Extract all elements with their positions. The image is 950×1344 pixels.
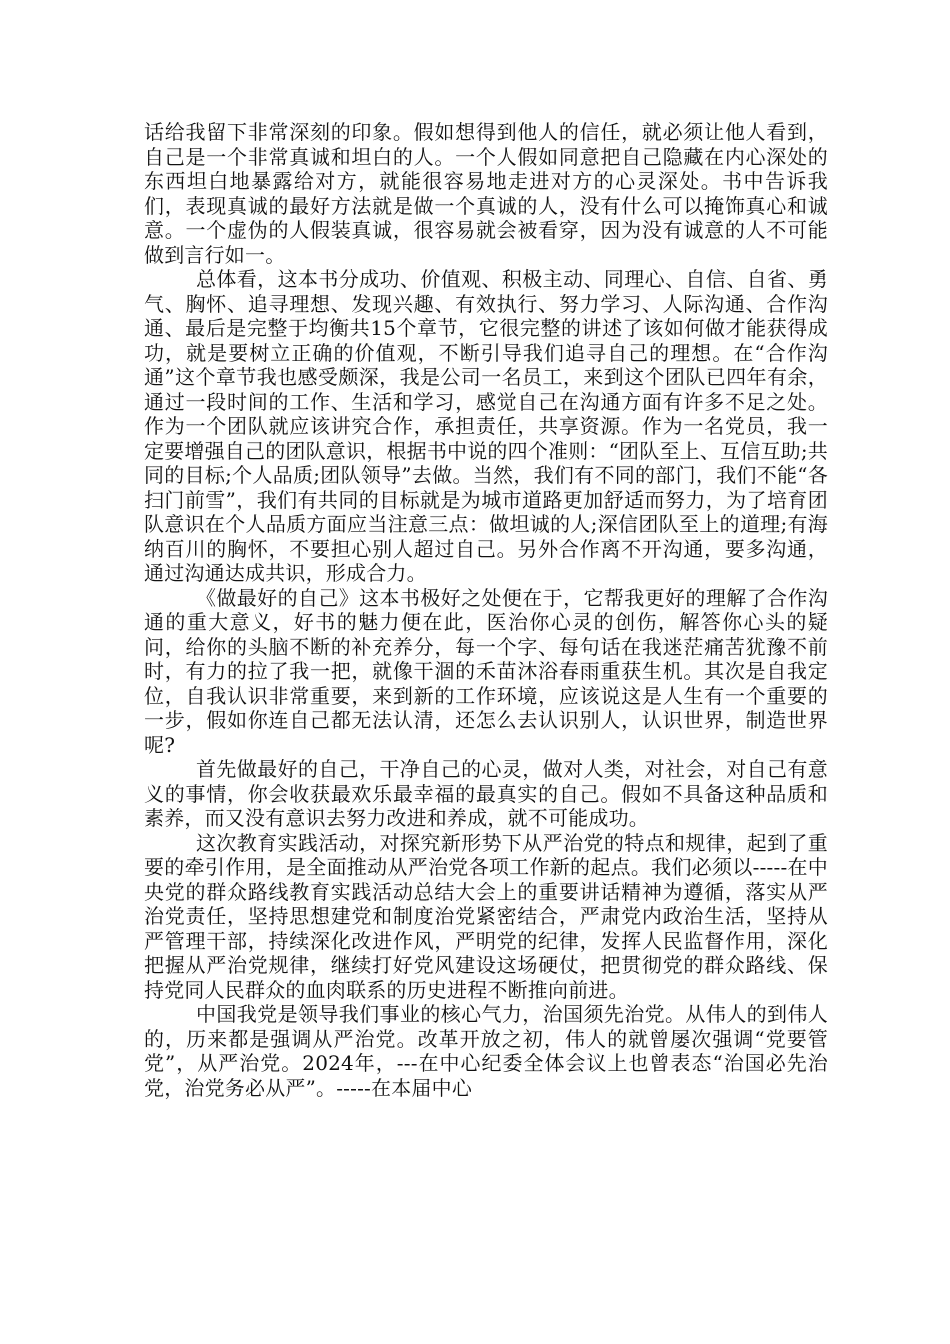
paragraph-5: 这次教育实践活动，对探究新形势下从严治党的特点和规律，起到了重要的牵引作用，是全面推动从严治党各项工作新的起点。我们必须以-----在中央党的群众路线教育实践活动总结大会上的重要讲话精神为遵循，落实从严治党责任，坚持思想建党和制度治党紧密结合，严肃党内政治生活，坚持从严管理干部，持续深化改进作风，严明党的纪律，发挥人民监督作用，深化把握从严治党规律，继续打好党风建设这场硬仗，把贯彻党的群众路线、保持党同人民群众的血肉联系的历史进程不断推向前进。 <box>144 830 828 1002</box>
paragraph-4: 首先做最好的自己，干净自己的心灵，做对人类，对社会，对自己有意义的事情，你会收获最欢乐最幸福的最真实的自己。假如不具备这种品质和素养，而又没有意识去努力改进和养成，就不可能成功。 <box>144 757 828 830</box>
paragraph-2: 总体看，这本书分成功、价值观、积极主动、同理心、自信、自省、勇气、胸怀、追寻理想、发现兴趣、有效执行、努力学习、人际沟通、合作沟通、最后是完整于均衡共15个章节，它很完整的讲述了该如何做才能获得成功，就是要树立正确的价值观，不断引导我们追寻自己的理想。在“合作沟通”这个章节我也感受颇深，我是公司一名员工，来到这个团队已四年有余，通过一段时间的工作、生活和学习，感觉自己在沟通方面有许多不足之处。作为一个团队就应该讲究合作，承担责任，共享资源。作为一名党员，我一定要增强自己的团队意识，根据书中说的四个准则：“团队至上、互信互助;共同的目标;个人品质;团队领导”去做。当然，我们有不同的部门，我们不能“各扫门前雪”，我们有共同的目标就是为城市道路更加舒适而努力，为了培育团队意识在个人品质方面应当注意三点：做坦诚的人;深信团队至上的道理;有海纳百川的胸怀，不要担心别人超过自己。另外合作离不开沟通，要多沟通，通过沟通达成共识，形成合力。 <box>144 267 828 585</box>
paragraph-6: 中国我党是领导我们事业的核心气力，治国须先治党。从伟人的到伟人的，历来都是强调从严治党。改革开放之初，伟人的就曾屡次强调“党要管党”，从严治党。2024年，---在中心纪委全体会议上也曾表态“治国必先治党，治党务必从严”。-----在本届中心 <box>144 1002 828 1100</box>
paragraph-3: 《做最好的自己》这本书极好之处便在于，它帮我更好的理解了合作沟通的重大意义，好书的魅力便在此，医治你心灵的创伤，解答你心头的疑问，给你的头脑不断的补充养分，每一个字、每句话在我迷茫痛苦犹豫不前时，有力的拉了我一把，就像干涸的禾苗沐浴春雨重获生机。其次是自我定位，自我认识非常重要，来到新的工作环境，应该说这是人生有一个重要的一步，假如你连自己都无法认清，还怎么去认识别人，认识世界，制造世界呢? <box>144 585 828 757</box>
paragraph-1: 话给我留下非常深刻的印象。假如想得到他人的信任，就必须让他人看到，自己是一个非常真诚和坦白的人。一个人假如同意把自己隐藏在内心深处的东西坦白地暴露给对方，就能很容易地走进对方的心灵深处。书中告诉我们，表现真诚的最好方法就是做一个真诚的人，没有什么可以掩饰真心和诚意。一个虚伪的人假装真诚，很容易就会被看穿，因为没有诚意的人不可能做到言行如一。 <box>144 120 828 267</box>
document-body <box>144 120 828 1100</box>
